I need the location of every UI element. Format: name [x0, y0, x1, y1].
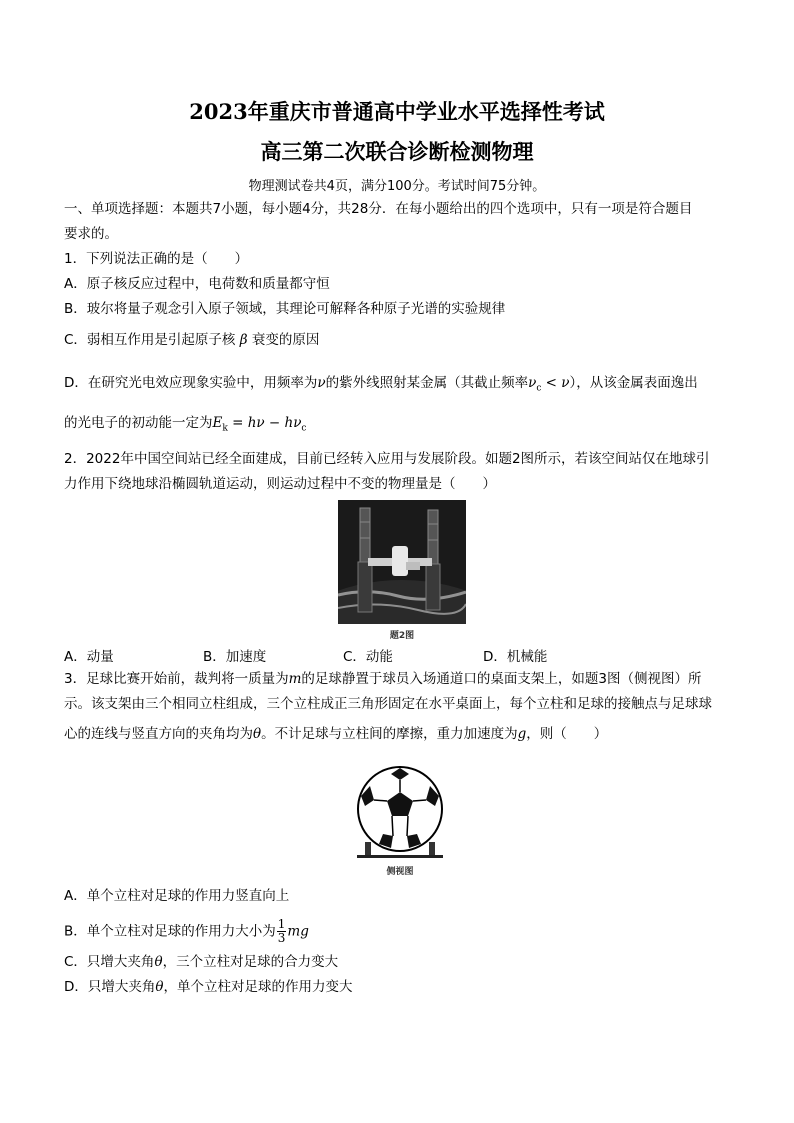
theta-symbol-c: θ [154, 954, 163, 970]
q1-option-d [64, 374, 734, 398]
space-station-image [338, 500, 466, 624]
q1-option-b: B．玻尔将量子观念引入原子领域，其理论可解释各种原子光谱的实验规律 [64, 301, 506, 317]
section-intro-cont: 要求的。 [64, 226, 118, 242]
nu-symbol: ν [317, 375, 326, 391]
q1-option-c-text: C．弱相互作用是引起原子核 [64, 332, 236, 348]
q3-stem-line3: 心的连线与竖直方向的夹角均为 [64, 726, 253, 742]
q3-option-c [64, 953, 734, 971]
q3-option-a: A．单个立柱对足球的作用力竖直向上 [64, 888, 290, 904]
q3-option-d-text: D．只增大夹角 [64, 979, 156, 995]
q3-stem-line3-end: ，则（ ） [526, 726, 608, 742]
q3-option-d-text-end: ，单个立柱对足球的作用力变大 [163, 979, 353, 995]
one-third-fraction [277, 918, 287, 945]
q1-option-c [64, 331, 734, 349]
mg-symbol: mg [287, 923, 309, 940]
q2-option-b: B．加速度 [203, 649, 267, 665]
q3-stem [64, 670, 734, 688]
exam-info: 物理测试卷共4页，满分100分。考试时间75分钟。 [248, 179, 546, 194]
q2-stem: 2．2022年中国空间站已经全面建成，目前已经转入应用与发展阶段。如题2图所示，若该空间站仅在地球引 [64, 451, 710, 467]
nu-c-subscript: c [536, 383, 542, 394]
q3-stem-line3-mid: 。不计足球与立柱间的摩擦，重力加速度为 [261, 726, 518, 742]
fraction-denominator: 3 [277, 931, 286, 945]
beta-symbol: β [239, 332, 248, 348]
soccer-ball-figure [355, 764, 445, 876]
q2-option-a: A．动量 [64, 649, 114, 665]
q3-option-b [64, 918, 734, 945]
q1-option-a: A．原子核反应过程中，电荷数和质量都守恒 [64, 276, 330, 292]
q3-stem-text: 3．足球比赛开始前，裁判将一质量为 [64, 671, 289, 687]
q3-option-d [64, 978, 734, 996]
q2-option-d: D．机械能 [483, 649, 548, 665]
nu-c-symbol: ν [528, 375, 537, 391]
theta-symbol: θ [253, 726, 262, 742]
q3-stem-cont2 [64, 725, 734, 743]
soccer-ball-image [355, 764, 445, 860]
q3-option-c-text: C．只增大夹角 [64, 954, 155, 970]
fraction-numerator: 1 [277, 917, 286, 931]
q3-stem-cont: 示。该支架由三个相同立柱组成，三个立柱成正三角形固定在水平桌面上，每个立柱和足球的接触点与足球球 [64, 696, 712, 712]
q1-option-d-cont [64, 414, 734, 438]
q3-option-b-text: B．单个立柱对足球的作用力大小为 [64, 923, 276, 940]
section-intro: 一、单项选择题：本题共7小题，每小题4分，共28分．在每小题给出的四个选项中，只有一项是符合题目 [64, 201, 693, 217]
gravity-symbol: g [517, 726, 527, 742]
theta-symbol-d: θ [155, 979, 164, 995]
space-station-figure [338, 500, 466, 640]
formula-ek: E [212, 415, 223, 431]
formula-rhs: = hν − hν [227, 415, 302, 431]
formula-ek-subscript: k [222, 423, 228, 434]
q3-stem-text-end: 的足球静置于球员入场通道口的桌面支架上，如题3图（侧视图）所 [301, 671, 702, 687]
q1-option-d-line2: 的光电子的初动能一定为 [64, 415, 213, 431]
figure-3-caption: 侧视图 [386, 867, 414, 877]
q3-option-c-text-end: ，三个立柱对足球的合力变大 [162, 954, 339, 970]
q2-option-c: C．动能 [343, 649, 393, 665]
mass-symbol: m [288, 671, 302, 687]
inequality: < ν [541, 375, 570, 391]
q1-option-c-text-end: 衰变的原因 [251, 332, 320, 348]
q1-option-d-text: D．在研究光电效应现象实验中，用频率为 [64, 375, 318, 391]
exam-subject-title: 高三第二次联合诊断检测物理 [260, 139, 534, 164]
q1-option-d-text-mid: 的紫外线照射某金属（其截止频率 [325, 375, 529, 391]
q1-option-d-text-end: ），从该金属表面逸出 [569, 375, 698, 391]
figure-2-caption: 题2图 [389, 631, 415, 641]
q1-stem: 1．下列说法正确的是（ ） [64, 251, 249, 267]
formula-c-subscript: c [301, 423, 307, 434]
exam-title: 2023年重庆市普通高中学业水平选择性考试 [189, 99, 605, 124]
q2-stem-cont: 力作用下绕地球沿椭圆轨道运动，则运动过程中不变的物理量是（ ） [64, 476, 496, 492]
